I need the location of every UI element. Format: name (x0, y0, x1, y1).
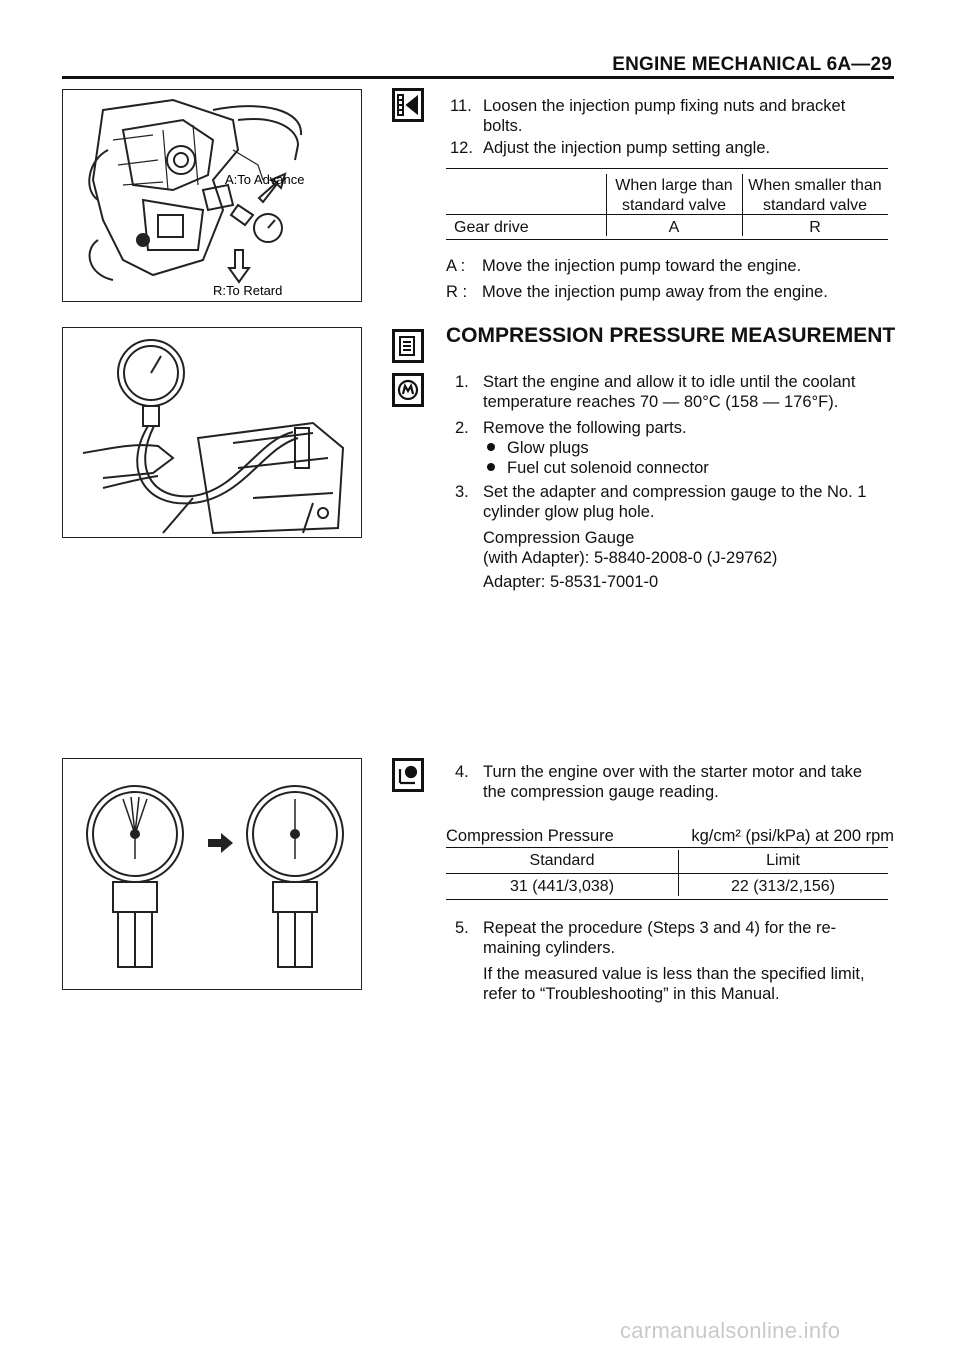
figure-injection-pump (62, 89, 362, 302)
injection-pump-illustration (63, 90, 361, 301)
gauge-reading-illustration (63, 759, 361, 989)
note-a-key: A : (446, 257, 466, 275)
gauge-label-line-2: (with Adapter): 5-8840-2008-0 (J-29762) (483, 549, 778, 567)
step-2 (455, 418, 895, 478)
table-header-standard: Standard (529, 852, 595, 869)
inspection-icon (392, 758, 424, 792)
step-11-number: 11. (450, 97, 472, 115)
step-1 (455, 372, 895, 412)
table-header-smaller: When smaller than standard valve (748, 177, 882, 214)
step-4-line-2: the compression gauge reading. (483, 783, 719, 801)
note-line-1: If the measured value is less than the specified limit, (483, 965, 865, 983)
special-tool-icon (392, 373, 424, 407)
compression-pressure-unit: kg/cm² (psi/kPa) at 200 rpm (691, 827, 894, 845)
step-11-line-2: bolts. (483, 117, 523, 135)
compression-gauge-tool (483, 528, 895, 568)
table-header-large: When large than standard valve (615, 177, 733, 214)
note-r-text: Move the injection pump away from the engine. (482, 283, 828, 301)
step-1-line-1: Start the engine and allow it to idle until the coolant (483, 373, 856, 391)
table-cell-standard: 31 (441/3,038) (509, 878, 615, 895)
bullet-fuel-cut: Fuel cut solenoid connector (483, 458, 895, 478)
compression-pressure-table (446, 847, 888, 905)
step-11-line-1: Loosen the injection pump fixing nuts and bracket (483, 97, 846, 115)
step-1-number: 1. (455, 373, 469, 391)
gauge-label-line-1: Compression Gauge (483, 529, 635, 547)
step-12-text: Adjust the injection pump setting angle. (483, 139, 771, 157)
disassembly-icon (392, 88, 424, 122)
figure-gauge-reading (62, 758, 362, 990)
step-11 (450, 96, 895, 136)
compression-pressure-label: Compression Pressure (446, 827, 614, 845)
step-4-number: 4. (455, 763, 469, 781)
step-12 (450, 138, 895, 158)
label-to-retard: R:To Retard (213, 283, 283, 298)
arrow-right-icon (208, 833, 233, 853)
gauge-install-illustration (63, 328, 361, 537)
step-3-number: 3. (455, 483, 469, 501)
page-header-title: ENGINE MECHANICAL 6A—29 (612, 54, 892, 75)
note-a-text: Move the injection pump toward the engine. (482, 257, 802, 275)
note-a (446, 256, 891, 276)
bullet-glow-plugs: Glow plugs (483, 438, 895, 458)
header-rule (62, 76, 894, 79)
note-r (446, 282, 891, 302)
service-manual-icon (392, 329, 424, 363)
step-12-number: 12. (450, 139, 473, 157)
table-row-label: Gear drive (454, 219, 529, 236)
step-5-line-1: Repeat the procedure (Steps 3 and 4) for the re- (483, 919, 837, 937)
section-heading-compression: COMPRESSION PRESSURE MEASUREMENT (446, 324, 896, 347)
note-line-2: refer to “Troubleshooting” in this Manual. (483, 985, 780, 1003)
table-cell-r: R (809, 219, 821, 236)
setting-angle-table (446, 168, 888, 244)
step-5-line-2: maining cylinders. (483, 939, 616, 957)
step-5 (455, 918, 895, 958)
step-5-number: 5. (455, 919, 469, 937)
step-3 (455, 482, 895, 522)
step-3-line-2: cylinder glow plug hole. (483, 503, 655, 521)
step-4 (455, 762, 895, 802)
note-r-key: R : (446, 283, 468, 301)
step-2-text: Remove the following parts. (483, 419, 687, 437)
label-to-advance: A:To Advance (225, 172, 305, 187)
step-2-number: 2. (455, 419, 469, 437)
figure-compression-gauge-install (62, 327, 362, 538)
table-cell-a: A (668, 219, 680, 236)
step-4-line-1: Turn the engine over with the starter motor and take (483, 763, 863, 781)
step-1-line-2: temperature reaches 70 — 80°C (158 — 176°F). (483, 393, 839, 411)
table-cell-limit: 22 (313/2,156) (730, 878, 836, 895)
troubleshooting-note (483, 964, 895, 1004)
adapter-tool: Adapter: 5-8531-7001-0 (483, 573, 659, 591)
step-3-line-1: Set the adapter and compression gauge to the No. 1 (483, 483, 867, 501)
table-header-limit: Limit (766, 852, 800, 869)
watermark: carmanualsonline.info (620, 1318, 841, 1343)
